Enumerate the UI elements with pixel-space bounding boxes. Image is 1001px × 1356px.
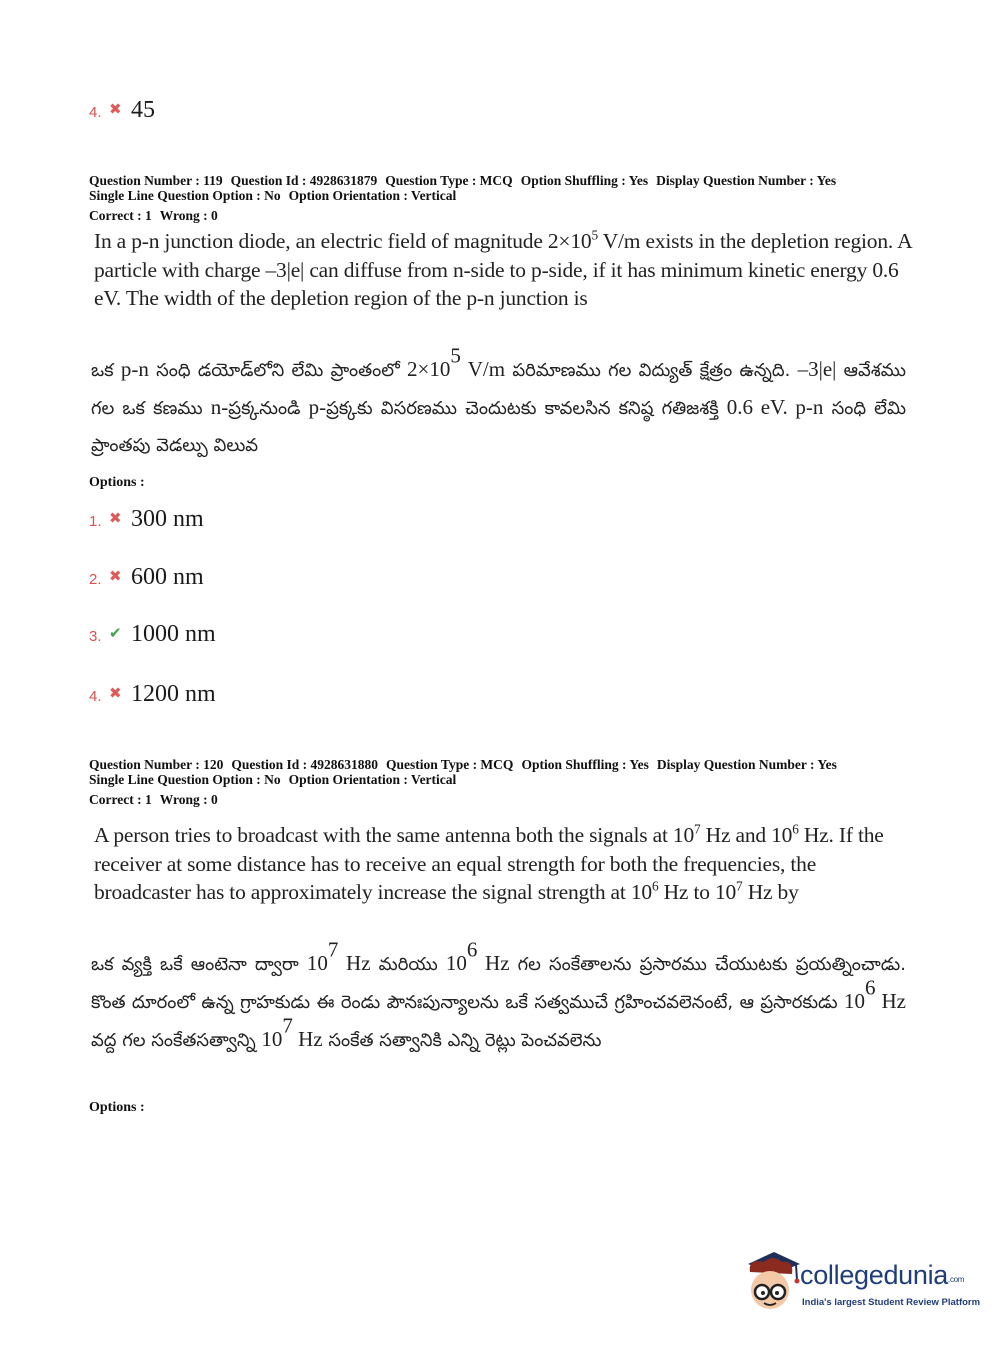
text-part: Hz to 10 <box>658 880 737 904</box>
text-part: పరిమాణము గల విద్యుత్ క్షేత్రం ఉన్నది. <box>505 360 798 381</box>
question-type: Question Type : MCQ <box>385 173 513 188</box>
logo-word: collegedunia <box>800 1260 949 1290</box>
collegedunia-logo <box>742 1250 981 1320</box>
text-part: In a p-n junction diode, an electric field of magnitude 2×10 <box>94 229 592 253</box>
check-mark-icon: ✔ <box>109 624 122 642</box>
text-part: 10 <box>306 951 328 975</box>
meta-line-2 <box>89 188 844 203</box>
meta-line-3 <box>89 792 845 807</box>
wrong-marks: Wrong : 0 <box>159 792 218 807</box>
superscript: 7 <box>282 1013 293 1038</box>
text-part: Hz <box>875 989 906 1013</box>
text-part: ఒక <box>91 360 121 381</box>
wrong-mark-icon: ✖ <box>109 509 122 527</box>
text-part: గల సంకేతాలను ప్రసారము చేయుటకు ప్రయత్నించాడు. కొంత దూరంలో ఉన్న గ్రాహకుడు ఈ రెండు పౌనఃపున్యాలను ఒకే సత్వముచే గ్రహించవలెనంటే, ఆ ప్రసారకుడు <box>91 954 906 1013</box>
text-part: V/m <box>460 357 506 381</box>
text-part: ఆవేశము గల ఒక కణము <box>91 360 907 419</box>
superscript: 5 <box>591 227 598 243</box>
text-part: 2×10 <box>407 357 451 381</box>
text-part: V/m exists in the depletion region. A particle with charge –3|e| can diffuse from n-side to p-side, if it has minimum kinetic energy 0.6 eV. The width of the depletion region of the p-n junction is <box>94 229 912 310</box>
question-type: Question Type : MCQ <box>386 757 514 772</box>
superscript: 6 <box>466 937 478 962</box>
question-number: Question Number : 120 <box>89 757 224 772</box>
text-part: సంధి లేమి ప్రాంతపు వెడల్పు విలువ <box>91 398 906 456</box>
option-row-2[interactable] <box>89 549 204 589</box>
text-part: p- <box>308 395 327 419</box>
text-part: 10 <box>844 989 866 1013</box>
question-text-english <box>94 227 914 313</box>
mascot-icon <box>742 1250 802 1314</box>
wrong-mark-icon: ✖ <box>109 684 122 702</box>
text-part: ప్రక్కకు విసరణము చెందుటకు కావలసిన కనిష్ఠ గతిజశక్తి <box>326 398 727 419</box>
option-shuffling: Option Shuffling : Yes <box>521 757 649 772</box>
logo-tagline: India's largest Student Review Platform <box>802 1297 981 1308</box>
text-part: n- <box>210 395 229 419</box>
display-question-number: Display Question Number : Yes <box>656 757 837 772</box>
logo-wordmark <box>800 1260 964 1291</box>
options-label: Options : <box>89 1100 145 1115</box>
question-number: Question Number : 119 <box>89 173 223 188</box>
display-question-number: Display Question Number : Yes <box>656 173 837 188</box>
superscript: 7 <box>327 937 339 962</box>
text-part: Hz <box>477 951 510 975</box>
text-part: ఒక వ్యక్తి ఒకే ఆంటెనా ద్వారా <box>91 954 307 975</box>
option-shuffling: Option Shuffling : Yes <box>520 173 649 188</box>
superscript: 6 <box>651 878 659 894</box>
option-row-4[interactable] <box>89 666 216 706</box>
text-part: Hz <box>338 951 371 975</box>
question-id: Question Id : 4928631880 <box>231 757 379 772</box>
wrong-mark-icon: ✖ <box>109 100 122 118</box>
option-number: 4. <box>89 688 102 705</box>
option-text: 1200 nm <box>131 681 216 707</box>
option-row-1[interactable] <box>89 491 204 531</box>
correct-marks: Correct : 1 <box>89 208 152 223</box>
text-part: 10 <box>445 951 467 975</box>
text-part: 10 <box>261 1027 283 1051</box>
text-part: 0.6 eV. p-n <box>726 395 824 419</box>
option-text: 45 <box>131 97 155 123</box>
question-text-telugu <box>91 937 906 1059</box>
option-orientation: Option Orientation : Vertical <box>288 188 457 203</box>
text-part: A person tries to broadcast with the same antenna both the signals at 10 <box>94 823 694 847</box>
meta-line-1 <box>89 757 845 772</box>
text-part: p-n <box>120 357 149 381</box>
text-part: ప్రక్కనుండి <box>228 398 309 419</box>
text-part: –3|e| <box>797 357 837 381</box>
text-part: సంధి డయోడ్‌లోని లేమి ప్రాంతంలో <box>148 360 408 381</box>
option-orientation: Option Orientation : Vertical <box>288 772 457 787</box>
option-number: 4. <box>89 104 102 121</box>
single-line-option: Single Line Question Option : No <box>89 188 281 203</box>
question-id: Question Id : 4928631879 <box>230 173 378 188</box>
meta-line-3 <box>89 208 844 223</box>
superscript: 6 <box>865 975 876 1000</box>
correct-marks: Correct : 1 <box>89 792 152 807</box>
text-part: మరియు <box>370 954 446 975</box>
text-part: వద్ద గల సంకేతసత్వాన్ని <box>91 1030 262 1051</box>
option-number: 2. <box>89 571 102 588</box>
option-text: 600 nm <box>131 564 204 590</box>
text-part: Hz. If the receiver at some distance has to receive an equal strength for both the frequencies, the broadcaster has to approximately increase the signal strength at 10 <box>94 823 884 904</box>
option-row-3[interactable] <box>89 606 216 646</box>
wrong-marks: Wrong : 0 <box>159 208 218 223</box>
option-number: 1. <box>89 513 102 530</box>
logo-dotcom: .com <box>948 1275 965 1284</box>
text-part: Hz by <box>742 880 799 904</box>
options-label: Options : <box>89 475 145 490</box>
superscript: 5 <box>450 343 461 368</box>
option-number: 3. <box>89 628 102 645</box>
option-row <box>89 82 155 122</box>
text-part: సంకేత సత్వానికి ఎన్ని రెట్లు పెంచవలెను <box>322 1030 602 1051</box>
superscript: 6 <box>792 821 799 837</box>
option-text: 1000 nm <box>131 621 216 647</box>
single-line-option: Single Line Question Option : No <box>89 772 281 787</box>
question-meta <box>89 173 844 223</box>
option-text: 300 nm <box>131 506 204 532</box>
text-part: Hz and 10 <box>700 823 793 847</box>
meta-line-1 <box>89 173 844 188</box>
question-meta <box>89 757 845 807</box>
question-text-english <box>94 821 909 907</box>
superscript: 7 <box>694 821 701 837</box>
wrong-mark-icon: ✖ <box>109 567 122 585</box>
superscript: 7 <box>736 878 743 894</box>
question-text-telugu <box>91 343 907 464</box>
meta-line-2 <box>89 772 845 787</box>
text-part: Hz <box>292 1027 323 1051</box>
